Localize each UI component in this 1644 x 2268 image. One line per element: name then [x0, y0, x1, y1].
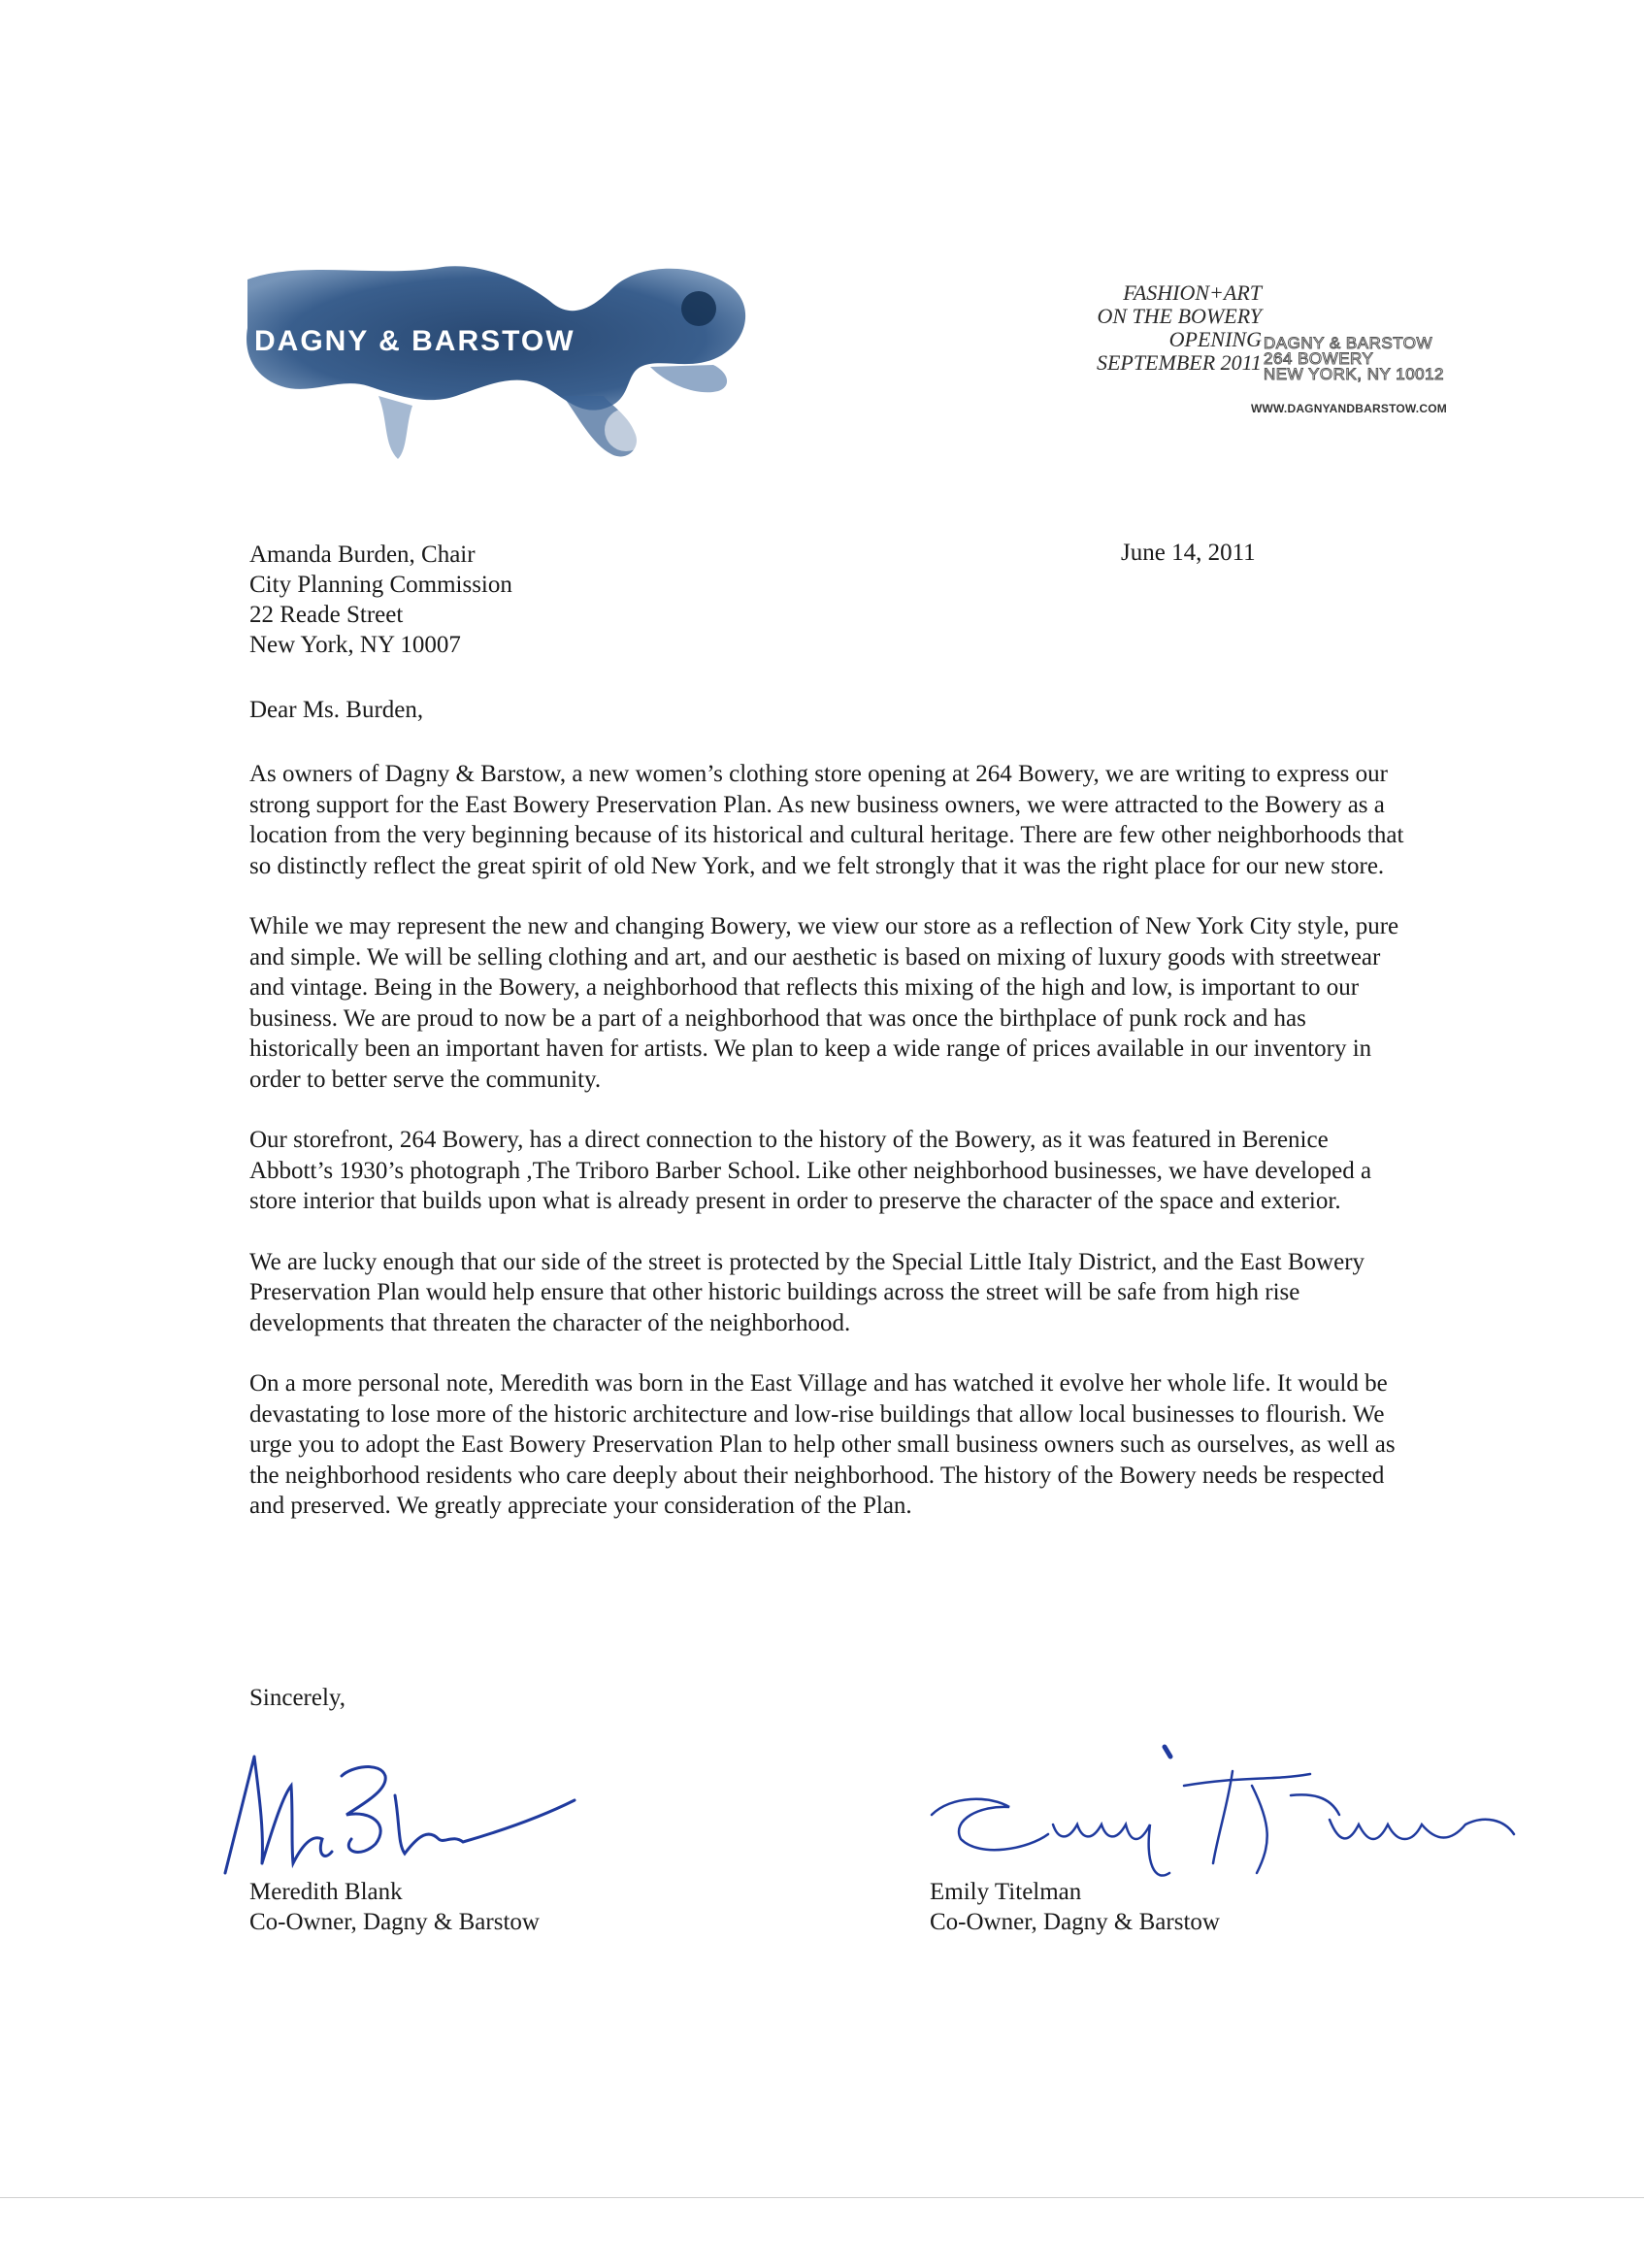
signature-meredith: [215, 1737, 584, 1883]
body-paragraph: As owners of Dagny & Barstow, a new women’s clothing store opening at 264 Bowery, we are writing to express our strong support for the East Bowery Preservation Plan. As new business owners, we were attracted to the Bowery as a location from the very beginning because of its historical and cultural heritage. There are few other neighborhoods that so distinctly reflect the great spirit of old New York, and we felt strongly that it was the right place for our new store.: [249, 761, 1404, 879]
address-line: NEW YORK, NY 10012: [1264, 365, 1445, 383]
ink-splash-logo: [243, 250, 786, 464]
tagline-line: ON THE BOWERY: [1097, 304, 1262, 328]
logo-wordmark: DAGNY & BARSTOW: [254, 325, 575, 357]
signer-block: [249, 1877, 540, 1937]
recipient-address: [249, 540, 512, 660]
signer-name: Meredith Blank: [249, 1879, 403, 1905]
letterhead-address: [1264, 336, 1444, 382]
letter-body: [249, 759, 1414, 1552]
page-bottom-rule: [0, 2197, 1644, 2198]
body-paragraph: On a more personal note, Meredith was born in the East Village and has watched it evolve her whole life. It would be devastating to lose more of the historic architecture and low-rise buildings that allow local businesses to flourish. We urge you to adopt the East Bowery Preservation Plan to help other small business owners such as ourselves, as well as the neighborhood residents who care deeply about their neighborhood. The history of the Bowery needs be respected and preserved. We greatly appreciate your consideration of the Plan.: [249, 1370, 1396, 1519]
recipient-line: Amanda Burden, Chair: [249, 542, 476, 568]
body-paragraph: Our storefront, 264 Bowery, has a direct connection to the history of the Bowery, as it was featured in Berenice Abbott’s 1930’s photograph ,The Triboro Barber School. Like other neighborhood businesses, we have developed a store interior that builds upon what is already present in order to preserve the character of the space and exterior.: [249, 1127, 1372, 1214]
salutation: Dear Ms. Burden,: [249, 697, 424, 723]
recipient-line: 22 Reade Street: [249, 602, 404, 628]
signature-emily: [922, 1727, 1543, 1902]
recipient-line: City Planning Commission: [249, 572, 512, 598]
address-line: DAGNY & BARSTOW: [1264, 334, 1433, 352]
body-paragraph: While we may represent the new and changing Bowery, we view our store as a reflection of New York City style, pure and simple. We will be selling clothing and art, and our aesthetic is based on mixing of luxury goods with streetwear and vintage. Being in the Bowery, a neighborhood that reflects this mixing of the high and low, is important to our business. We are proud to now be a part of a neighborhood that was once the birthplace of punk rock and has historically been an important haven for artists. We plan to keep a wide range of prices available in our inventory in order to better serve the community.: [249, 913, 1399, 1093]
tagline-line: OPENING: [1168, 327, 1262, 351]
signer-title: Co-Owner, Dagny & Barstow: [930, 1909, 1220, 1935]
closing: Sincerely,: [249, 1685, 346, 1711]
address-line: 264 BOWERY: [1264, 349, 1374, 368]
recipient-line: New York, NY 10007: [249, 632, 461, 658]
website-link[interactable]: WWW.DAGNYANDBARSTOW.COM: [1251, 402, 1447, 415]
company-logo: [243, 250, 786, 464]
body-paragraph: We are lucky enough that our side of the street is protected by the Special Little Italy District, and the East Bowery Preservation Plan would help ensure that other historic buildings across the street will be safe from high rise developments that threaten the character of the neighborhood.: [249, 1248, 1365, 1336]
letter-date: June 14, 2011: [1121, 540, 1256, 566]
tagline: [1009, 281, 1262, 375]
tagline-line: SEPTEMBER 2011: [1096, 350, 1262, 375]
signer-title: Co-Owner, Dagny & Barstow: [249, 1909, 540, 1935]
tagline-line: FASHION+ART: [1123, 280, 1262, 305]
signer-name: Emily Titelman: [930, 1879, 1082, 1905]
signer-block: [930, 1877, 1220, 1937]
